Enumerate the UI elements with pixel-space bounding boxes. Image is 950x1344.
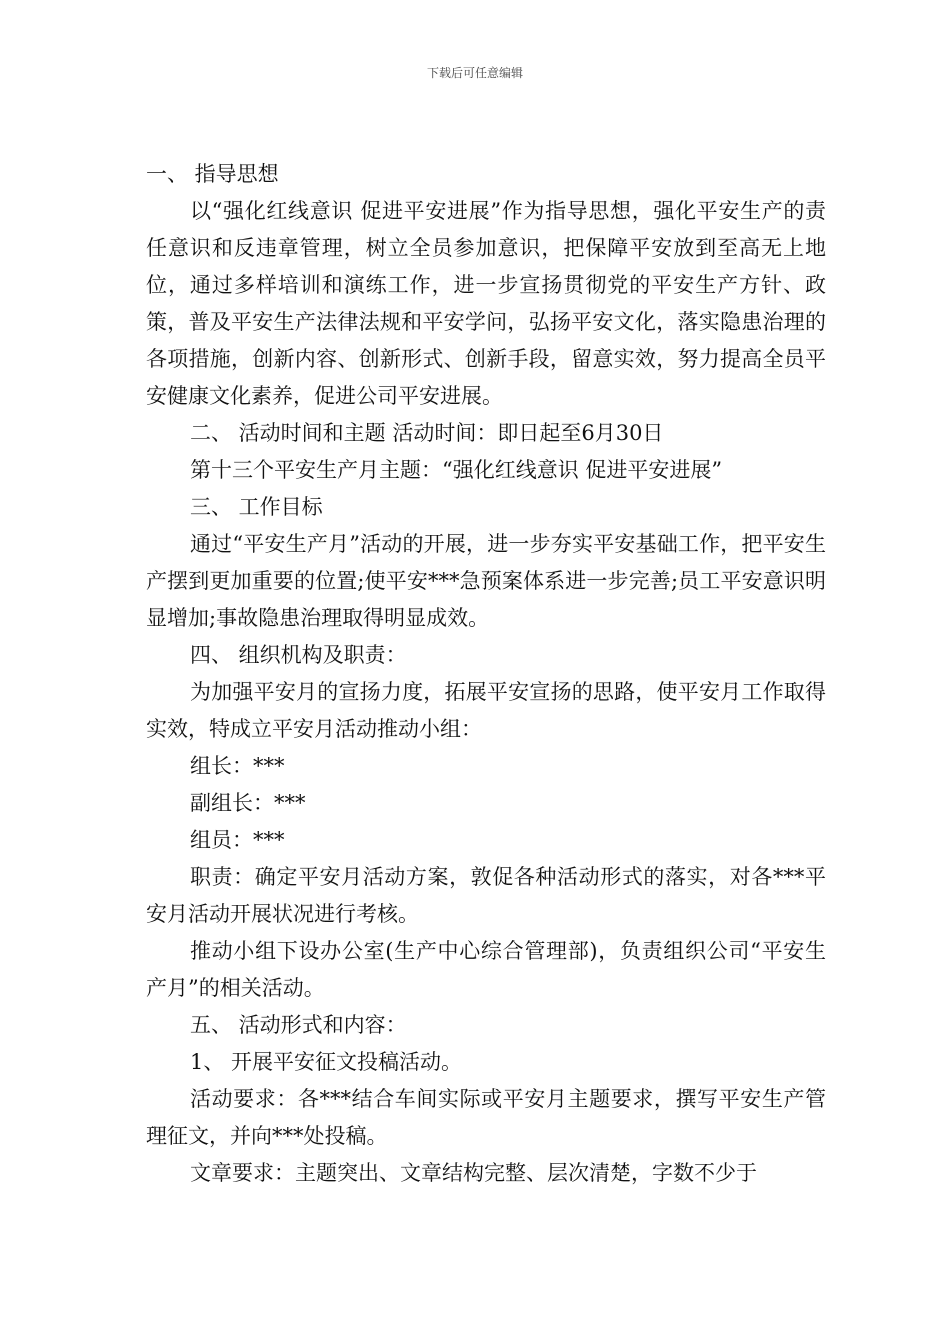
paragraph: 组长：*** xyxy=(190,754,285,778)
list-item: 1、 开展平安征文投稿活动。 xyxy=(190,1050,463,1074)
paragraph: 为加强平安月的宣扬力度，拓展平安宣扬的思路，使平安月工作取得实效，特成立平安月活动推动小组： xyxy=(146,680,826,741)
paragraph: 文章要求：主题突出、文章结构完整、层次清楚，字数不少于 xyxy=(190,1161,757,1185)
section-heading-4: 四、 组织机构及职责： xyxy=(190,643,407,667)
document-body xyxy=(146,156,826,1192)
page-header: 下载后可任意编辑 xyxy=(426,66,523,80)
section-heading-1: 一、 指导思想 xyxy=(146,162,279,186)
paragraph: 副组长：*** xyxy=(190,791,306,815)
section-heading-5: 五、 活动形式和内容： xyxy=(190,1013,407,1037)
section-heading-3: 三、 工作目标 xyxy=(190,495,323,519)
paragraph: 组员：*** xyxy=(190,828,285,852)
paragraph: 职责：确定平安月活动方案，敦促各种活动形式的落实，对各***平安月活动开展状况进行考核。 xyxy=(146,865,826,926)
paragraph: 第十三个平安生产月主题：“强化红线意识 促进平安进展” xyxy=(190,458,723,482)
paragraph: 推动小组下设办公室(生产中心综合管理部)，负责组织公司“平安生产月”的相关活动。 xyxy=(146,939,826,1000)
paragraph: 以“强化红线意识 促进平安进展”作为指导思想，强化平安生产的责任意识和反违章管理，树立全员参加意识，把保障平安放到至高无上地位，通过多样培训和演练工作，进一步宣扬贯彻党的平安生产方针、政策，普及平安生产法律法规和平安学问，弘扬平安文化，落实隐患治理的各项措施，创新内容、创新形式、创新手段，留意实效，努力提高全员平安健康文化素养，促进公司平安进展。 xyxy=(146,199,826,408)
paragraph: 活动要求：各***结合车间实际或平安月主题要求，撰写平安生产管理征文，并向***处投稿。 xyxy=(146,1087,826,1148)
paragraph: 通过“平安生产月”活动的开展，进一步夯实平安基础工作，把平安生产摆到更加重要的位置;使平安***急预案体系进一步完善;员工平安意识明显增加;事故隐患治理取得明显成效。 xyxy=(146,532,826,630)
section-heading-2: 二、 活动时间和主题 活动时间：即日起至6月30日 xyxy=(190,421,664,445)
